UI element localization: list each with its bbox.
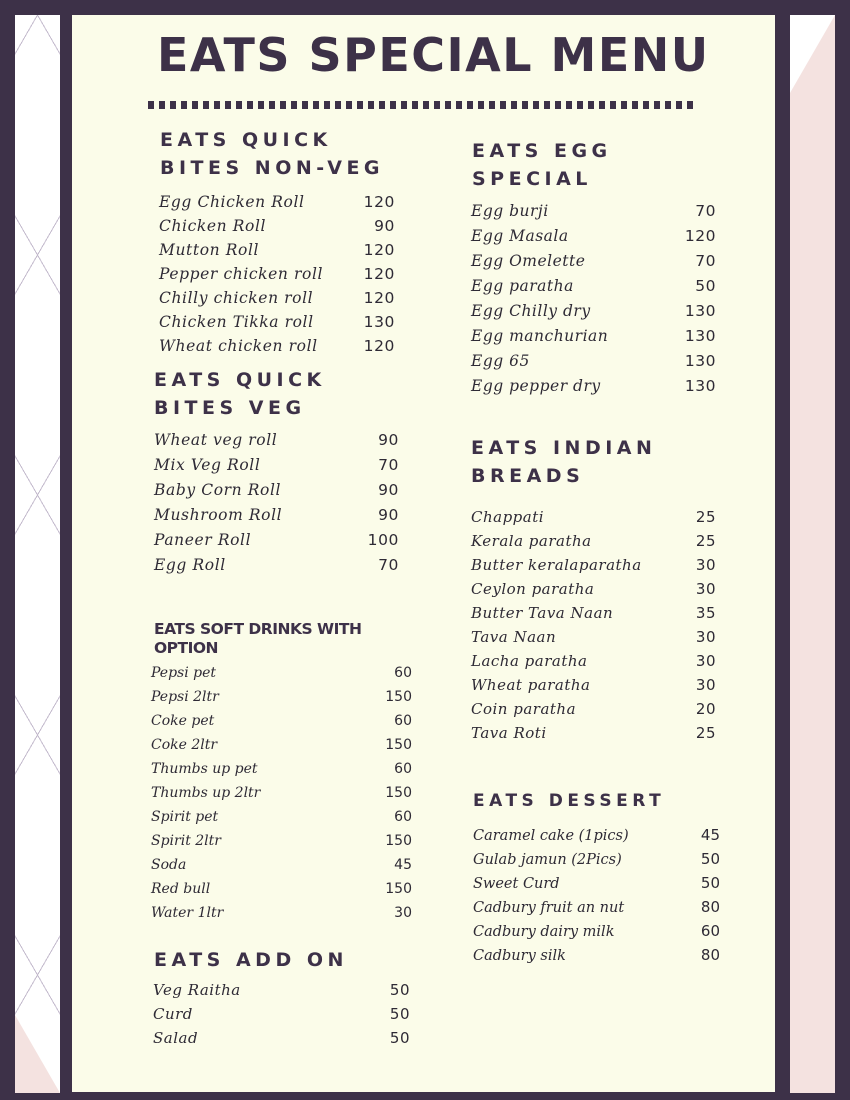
menu-item — [159, 337, 395, 361]
item-price: 90 — [378, 431, 399, 449]
section-title-egg — [472, 137, 612, 193]
item-price: 90 — [378, 506, 399, 524]
item-price: 25 — [695, 532, 716, 550]
section-title-breads — [471, 434, 656, 490]
drinks-list — [151, 665, 412, 929]
item-name: Egg pepper dry — [471, 377, 601, 395]
item-price: 130 — [684, 302, 716, 320]
menu-item — [473, 850, 720, 874]
item-name: Paneer Roll — [154, 531, 252, 549]
item-price: 120 — [363, 193, 395, 211]
menu-item — [154, 506, 399, 531]
menu-item — [151, 833, 412, 857]
item-name: Pepper chicken roll — [159, 265, 324, 283]
item-name: Caramel cake (1pics) — [473, 828, 629, 844]
item-name: Cadbury fruit an nut — [473, 900, 625, 916]
section-title-drinks — [154, 620, 384, 658]
non-veg-list — [159, 193, 395, 361]
item-price: 50 — [389, 1029, 410, 1047]
item-name: Wheat chicken roll — [159, 337, 318, 355]
item-name: Spirit 2ltr — [151, 833, 221, 849]
section-title-line: EATS QUICK — [160, 129, 332, 151]
item-price: 50 — [389, 1005, 410, 1023]
item-price: 60 — [394, 761, 412, 777]
item-name: Coin paratha — [471, 700, 577, 718]
item-name: Egg Chicken Roll — [159, 193, 305, 211]
item-price: 120 — [363, 265, 395, 283]
menu-item — [151, 857, 412, 881]
item-name: Curd — [153, 1005, 193, 1023]
item-name: Water 1ltr — [151, 905, 224, 921]
menu-item — [151, 785, 412, 809]
item-price: 130 — [363, 313, 395, 331]
item-price: 150 — [385, 881, 412, 897]
item-name: Egg paratha — [471, 277, 574, 295]
menu-item — [471, 302, 716, 327]
section-title-dessert — [473, 787, 665, 815]
item-name: Mushroom Roll — [154, 506, 283, 524]
item-price: 150 — [385, 689, 412, 705]
item-name: Spirit pet — [151, 809, 219, 825]
menu-item — [159, 265, 395, 289]
menu-item — [473, 826, 720, 850]
item-price: 80 — [700, 898, 720, 916]
menu-item — [159, 241, 395, 265]
section-title-line: EATS QUICK — [154, 369, 326, 391]
left-border — [60, 0, 70, 1100]
menu-title: EATS SPECIAL MENU — [157, 28, 710, 82]
menu-item — [471, 252, 716, 277]
item-name: Egg Omelette — [471, 252, 586, 270]
menu-item — [471, 652, 716, 676]
left-pink-corner — [15, 1015, 60, 1093]
item-name: Butter keralaparatha — [471, 556, 642, 574]
menu-item — [471, 377, 716, 402]
right-pink-strip — [790, 15, 835, 1093]
item-price: 30 — [695, 556, 716, 574]
item-price: 30 — [695, 652, 716, 670]
item-price: 70 — [378, 556, 399, 574]
menu-item — [471, 352, 716, 377]
menu-item — [154, 456, 399, 481]
menu-item — [159, 289, 395, 313]
menu-item — [151, 881, 412, 905]
item-price: 130 — [684, 352, 716, 370]
item-price: 60 — [394, 665, 412, 681]
item-price: 80 — [700, 946, 720, 964]
item-name: Gulab jamun (2Pics) — [473, 852, 622, 868]
menu-item — [151, 905, 412, 929]
item-price: 30 — [695, 676, 716, 694]
menu-item — [154, 556, 399, 581]
section-title-line: EATS DESSERT — [473, 791, 666, 811]
section-title-veg — [154, 366, 326, 422]
item-price: 50 — [700, 850, 720, 868]
menu-item — [151, 737, 412, 761]
item-price: 30 — [695, 628, 716, 646]
item-price: 30 — [695, 580, 716, 598]
menu-item — [151, 689, 412, 713]
section-title-line: EATS EGG — [472, 140, 612, 162]
item-name: Salad — [153, 1029, 199, 1047]
item-name: Cadbury dairy milk — [473, 924, 615, 940]
menu-item — [473, 946, 720, 970]
section-title-line: EATS INDIAN — [471, 437, 657, 459]
menu-item — [471, 700, 716, 724]
menu-item — [153, 981, 410, 1005]
menu-item — [471, 628, 716, 652]
dotted-divider — [148, 101, 698, 109]
menu-item — [473, 922, 720, 946]
item-name: Soda — [151, 857, 187, 873]
item-price: 50 — [389, 981, 410, 999]
item-price: 45 — [700, 826, 720, 844]
item-name: Wheat paratha — [471, 676, 591, 694]
item-price: 70 — [695, 202, 716, 220]
right-border — [780, 0, 790, 1100]
item-name: Red bull — [151, 881, 211, 897]
item-price: 130 — [684, 377, 716, 395]
item-price: 100 — [367, 531, 399, 549]
item-price: 120 — [363, 241, 395, 259]
menu-item — [471, 532, 716, 556]
item-name: Butter Tava Naan — [471, 604, 614, 622]
section-title-add-on — [154, 946, 348, 974]
menu-item — [471, 724, 716, 748]
section-title-line: OPTION — [154, 639, 219, 657]
item-name: Baby Corn Roll — [154, 481, 282, 499]
menu-item — [151, 713, 412, 737]
item-name: Chicken Tikka roll — [159, 313, 314, 331]
item-name: Thumbs up 2ltr — [151, 785, 261, 801]
menu-item — [151, 665, 412, 689]
item-price: 90 — [374, 217, 395, 235]
egg-list — [471, 202, 716, 402]
veg-list — [154, 431, 399, 581]
item-name: Veg Raitha — [153, 981, 241, 999]
right-white-corner — [790, 15, 835, 93]
item-name: Egg 65 — [471, 352, 530, 370]
item-name: Egg Roll — [154, 556, 226, 574]
section-title-line: SPECIAL — [472, 168, 592, 190]
item-price: 50 — [700, 874, 720, 892]
menu-item — [153, 1005, 410, 1029]
menu-item — [471, 327, 716, 352]
item-price: 45 — [394, 857, 412, 873]
menu-item — [471, 277, 716, 302]
dessert-list — [473, 826, 720, 970]
menu-item — [473, 898, 720, 922]
section-title-non-veg — [160, 126, 384, 182]
section-title-line: EATS SOFT DRINKS WITH — [154, 620, 362, 638]
menu-item — [154, 431, 399, 456]
menu-item — [471, 604, 716, 628]
menu-item — [473, 874, 720, 898]
item-price: 50 — [695, 277, 716, 295]
item-price: 20 — [695, 700, 716, 718]
section-title-line: EATS ADD ON — [154, 949, 348, 971]
item-price: 130 — [684, 327, 716, 345]
item-name: Thumbs up pet — [151, 761, 258, 777]
item-price: 60 — [394, 809, 412, 825]
menu-item — [151, 809, 412, 833]
item-price: 150 — [385, 785, 412, 801]
section-title-line: BREADS — [471, 465, 585, 487]
item-price: 90 — [378, 481, 399, 499]
item-price: 150 — [385, 737, 412, 753]
menu-item — [159, 313, 395, 337]
item-price: 70 — [695, 252, 716, 270]
item-name: Lacha paratha — [471, 652, 588, 670]
menu-item — [154, 531, 399, 556]
item-name: Tava Roti — [471, 724, 547, 742]
menu-item — [471, 580, 716, 604]
item-price: 60 — [700, 922, 720, 940]
item-name: Pepsi pet — [151, 665, 217, 681]
item-price: 30 — [394, 905, 412, 921]
section-title-line: BITES VEG — [154, 397, 306, 419]
menu-item — [159, 193, 395, 217]
item-name: Cadbury silk — [473, 948, 566, 964]
menu-item — [471, 676, 716, 700]
item-price: 120 — [684, 227, 716, 245]
item-name: Egg burji — [471, 202, 549, 220]
item-name: Pepsi 2ltr — [151, 689, 219, 705]
item-name: Coke pet — [151, 713, 215, 729]
item-name: Mix Veg Roll — [154, 456, 261, 474]
item-name: Kerala paratha — [471, 532, 592, 550]
item-name: Egg manchurian — [471, 327, 609, 345]
menu-item — [471, 508, 716, 532]
item-price: 35 — [695, 604, 716, 622]
menu-item — [153, 1029, 410, 1053]
item-name: Chappati — [471, 508, 545, 526]
item-name: Mutton Roll — [159, 241, 260, 259]
item-name: Chicken Roll — [159, 217, 267, 235]
item-name: Egg Masala — [471, 227, 569, 245]
item-name: Sweet Curd — [473, 876, 560, 892]
item-price: 60 — [394, 713, 412, 729]
item-name: Wheat veg roll — [154, 431, 278, 449]
item-name: Egg Chilly dry — [471, 302, 591, 320]
item-price: 25 — [695, 508, 716, 526]
menu-item — [151, 761, 412, 785]
item-name: Coke 2ltr — [151, 737, 218, 753]
item-name: Ceylon paratha — [471, 580, 595, 598]
breads-list — [471, 508, 716, 748]
menu-item — [159, 217, 395, 241]
item-price: 25 — [695, 724, 716, 742]
item-price: 70 — [378, 456, 399, 474]
menu-item — [471, 227, 716, 252]
menu-item — [471, 202, 716, 227]
item-name: Chilly chicken roll — [159, 289, 314, 307]
item-name: Tava Naan — [471, 628, 557, 646]
item-price: 120 — [363, 337, 395, 355]
item-price: 150 — [385, 833, 412, 849]
section-title-line: BITES NON-VEG — [160, 157, 385, 179]
left-pattern-strip — [15, 15, 60, 1093]
add-on-list — [153, 981, 410, 1053]
menu-item — [471, 556, 716, 580]
item-price: 120 — [363, 289, 395, 307]
menu-item — [154, 481, 399, 506]
